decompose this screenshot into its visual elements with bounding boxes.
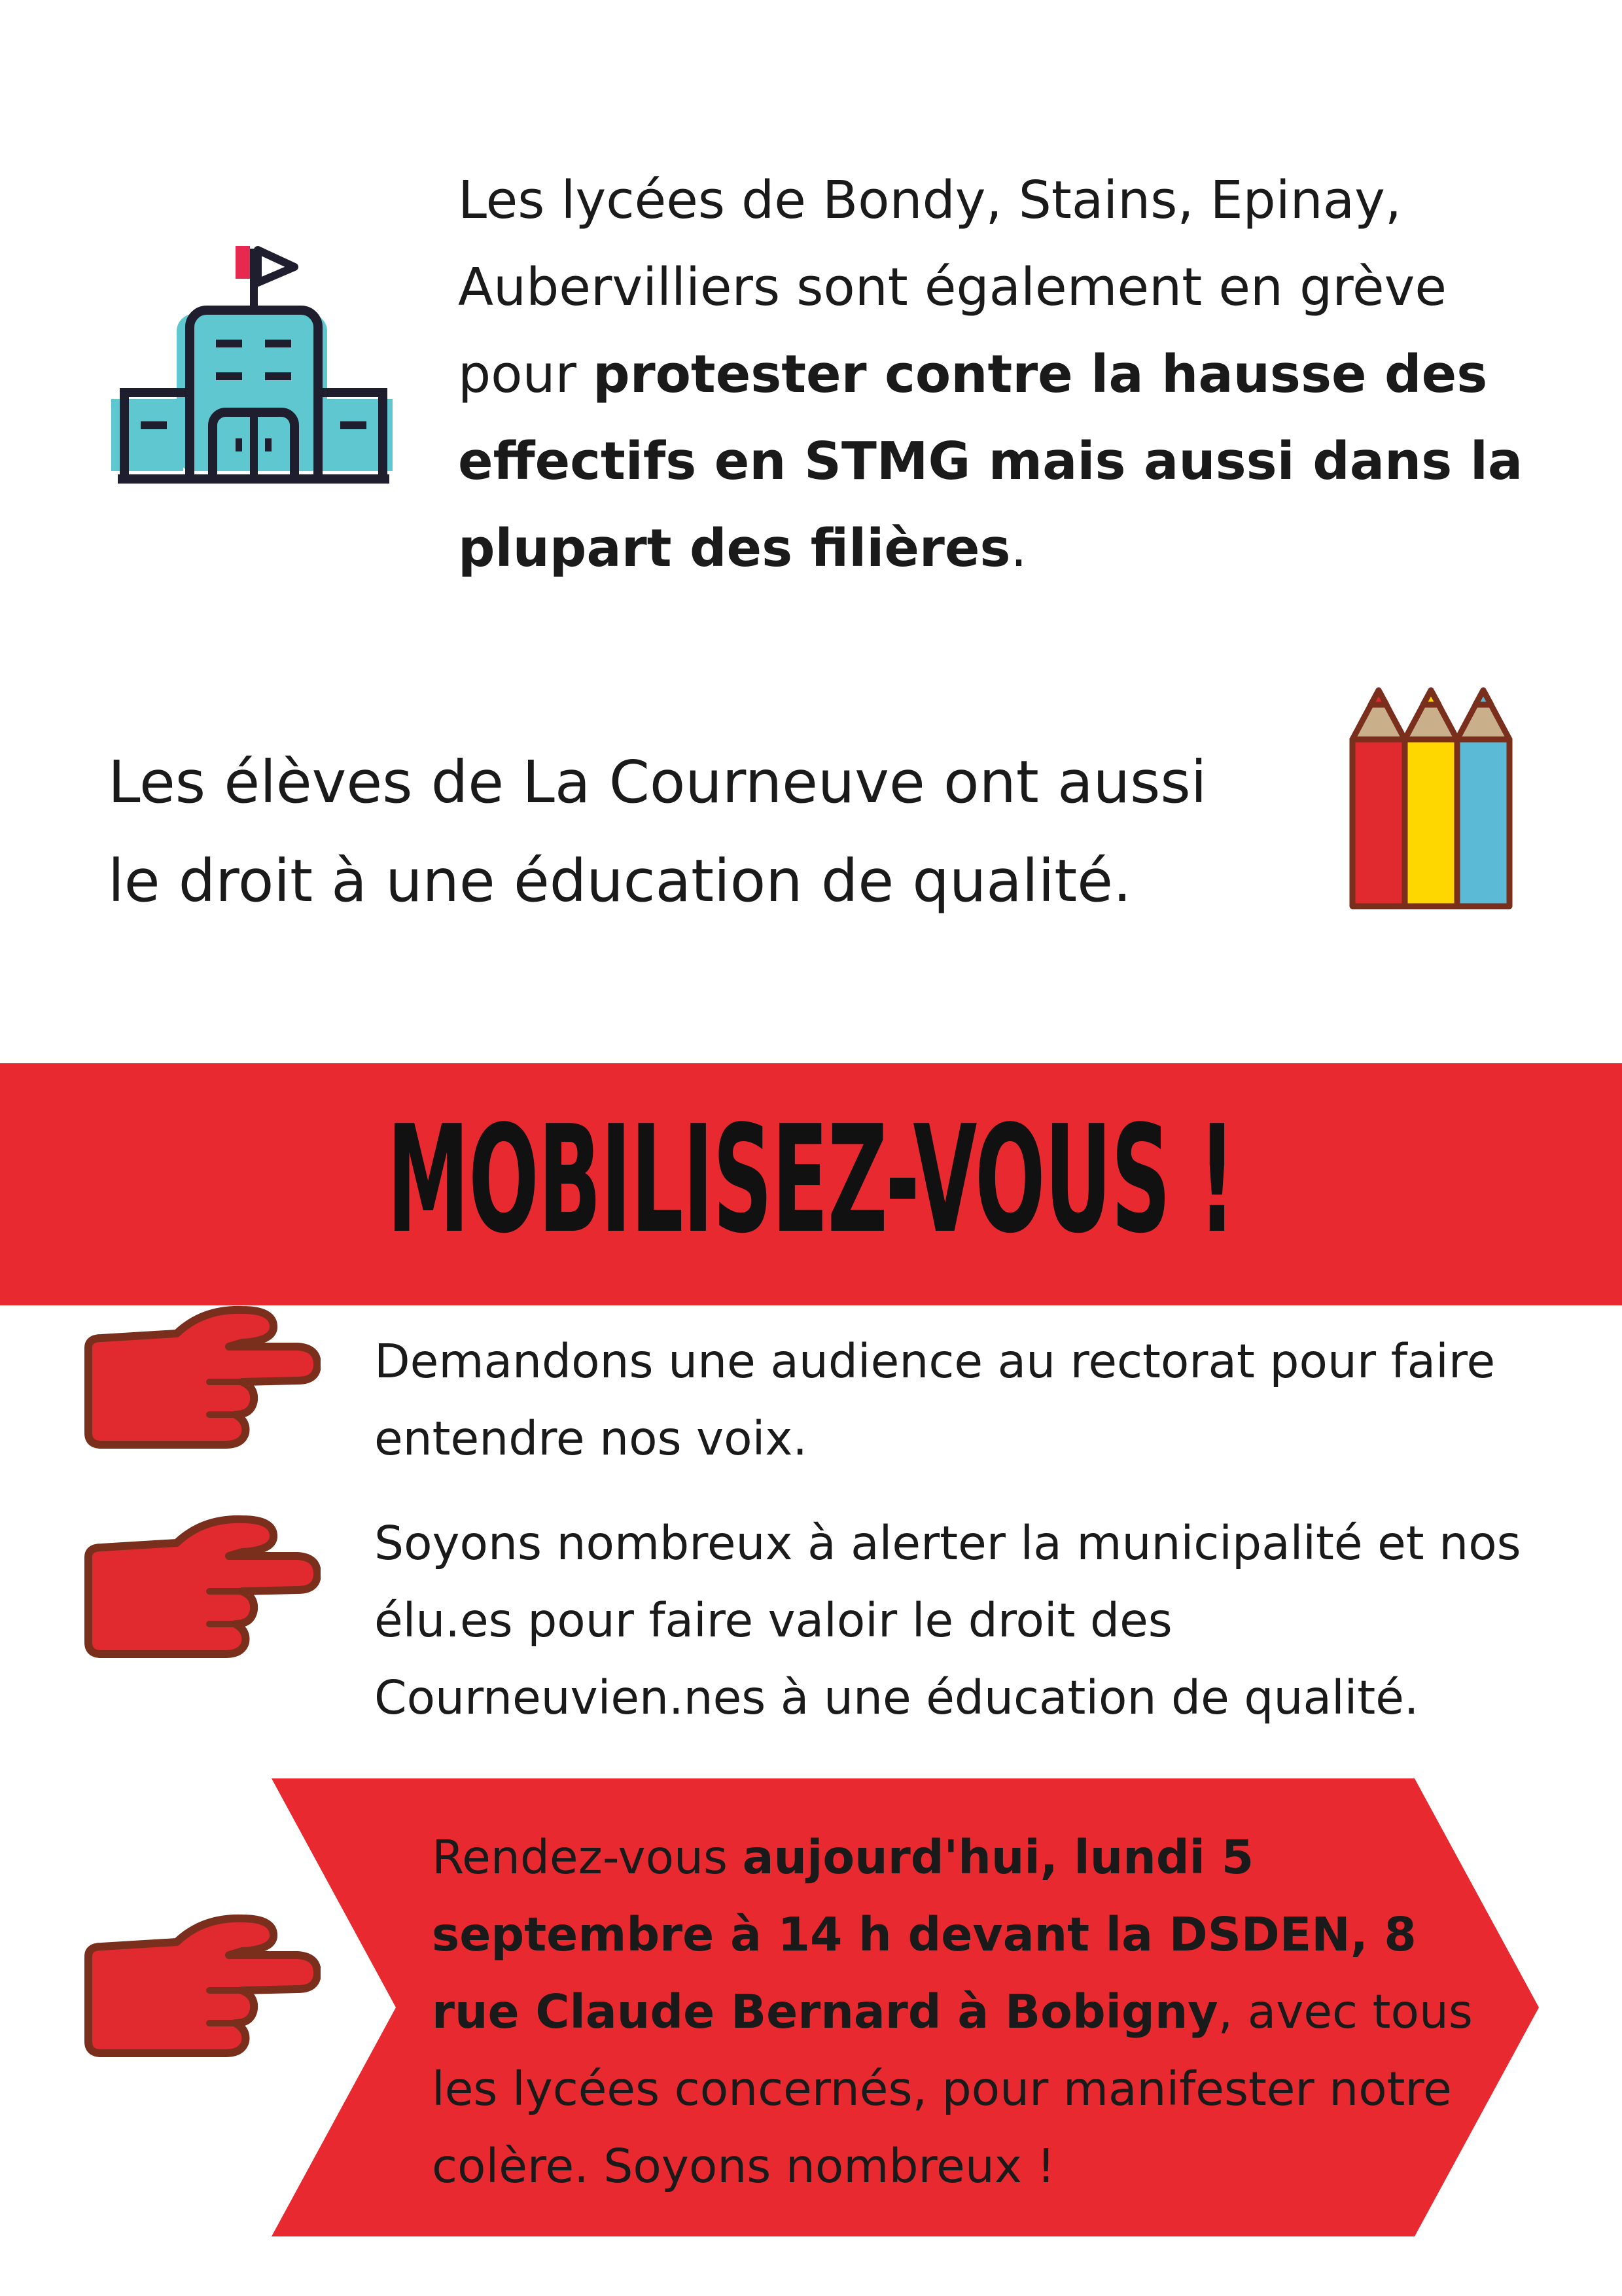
colored-pencils-icon: [1345, 677, 1521, 919]
school-building-icon: [105, 236, 393, 497]
meeting-details: aujourd'hui, lundi 5 septembre à 14 h devant la DSDEN, 8 rue Claude Bernard à Bobigny: [432, 1830, 1417, 2039]
action-item-alert: [374, 1505, 1591, 1737]
pointing-hand-icon: [79, 1302, 321, 1453]
alert-line-2: élu.es pour faire valoir le droit des: [374, 1593, 1172, 1648]
pointing-hand-icon: [79, 1511, 321, 1662]
education-line-1: Les élèves de La Courneuve ont aussi: [108, 748, 1207, 816]
banner-title: MOBILISEZ-VOUS !: [387, 1094, 1235, 1266]
meeting-prefix: Rendez-vous: [432, 1830, 743, 1884]
meeting-suffix: , avec tous les lycées concernés, pour manifester notre colère. Soyons nombreux !: [432, 1985, 1473, 2193]
action-item-audience: Demandons une audience au rectorat pour faire entendre nos voix.: [374, 1334, 1496, 1466]
alert-line-3: Courneuvien.nes à une éducation de qualité.: [374, 1670, 1419, 1725]
intro-paragraph: [458, 157, 1544, 592]
intro-text: Les lycées de Bondy, Stains, Epinay, Aubervilliers sont également en grève pour: [458, 170, 1447, 404]
alert-line-1: Soyons nombreux à alerter la municipalité et nos: [374, 1516, 1521, 1570]
intro-bold-text: protester contre la hausse des effectifs en STMG mais aussi dans la plupart des filières: [458, 344, 1523, 578]
right-to-education-paragraph: [108, 733, 1351, 930]
meeting-paragraph: [432, 1819, 1511, 2205]
intro-end-text: .: [1010, 518, 1027, 578]
mobilize-banner: [0, 1063, 1622, 1305]
education-line-2: le droit à une éducation de qualité.: [108, 847, 1132, 915]
